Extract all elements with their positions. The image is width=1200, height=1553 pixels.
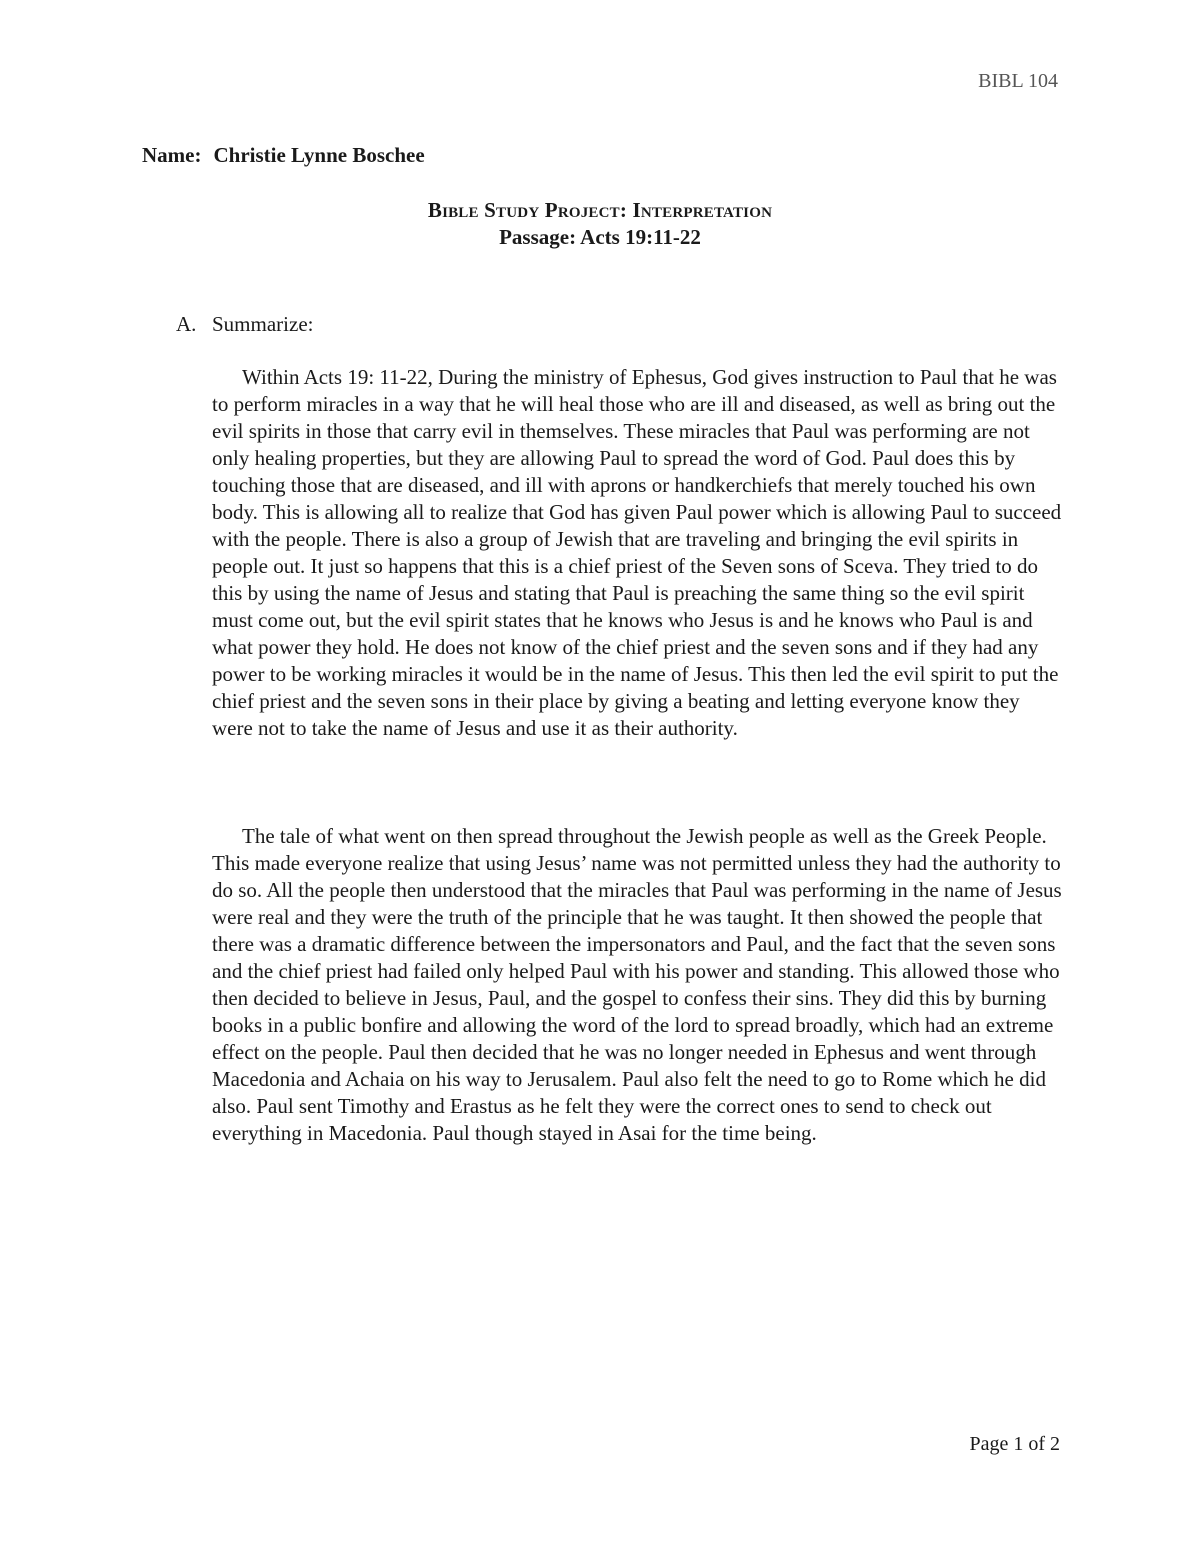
name-label: Name: — [142, 143, 202, 167]
student-name-line — [142, 143, 425, 168]
title-block — [0, 198, 1200, 250]
summary-paragraph-2: The tale of what went on then spread throughout the Jewish people as well as the Greek People. This made everyone realize that using Jesus’ name was not permitted unless they had the authority to do so. All the people then understood that the miracles that Paul was performing in the name of Jesus were real and they were the truth of the principle that he was taught. It then showed the people that there was a dramatic difference between the impersonators and Paul, and the fact that the seven sons and the chief priest had failed only helped Paul with his power and standing. This allowed those who then decided to believe in Jesus, Paul, and the gospel to confess their sins. They did this by burning books in a public bonfire and allowing the word of the lord to spread broadly, which had an extreme effect on the people. Paul then decided that he was no longer needed in Ephesus and went through Macedonia and Achaia on his way to Jerusalem. Paul also felt the need to go to Rome which he did also. Paul sent Timothy and Erastus as he felt they were the correct ones to send to check out everything in Macedonia. Paul though stayed in Asai for the time being. — [212, 824, 1062, 1145]
document-title: Bible Study Project: Interpretation — [427, 198, 773, 222]
section-letter: A. — [176, 312, 197, 336]
student-name: Christie Lynne Boschee — [213, 143, 425, 167]
page-indicator: Page 1 of 2 — [969, 1433, 1060, 1455]
passage-reference: Passage: Acts 19:11-22 — [499, 225, 701, 249]
section-title: Summarize: — [212, 312, 314, 336]
section-heading — [176, 312, 313, 337]
summary-paragraph-1: Within Acts 19: 11-22, During the ministry of Ephesus, God gives instruction to Paul that he was to perform miracles in a way that he will heal those who are ill and diseased, as well as bring out the evil spirits in those that carry evil in themselves. These miracles that Paul was performing are not only healing properties, but they are allowing Paul to spread the word of God. Paul does this by touching those that are diseased, and ill with aprons or handkerchiefs that merely touched his own body. This is allowing all to realize that God has given Paul power which is allowing Paul to succeed with the people. There is also a group of Jewish that are traveling and bringing the evil spirits in people out. It just so happens that this is a chief priest of the Seven sons of Sceva. They tried to do this by using the name of Jesus and stating that Paul is preaching the same thing so the evil spirit must come out, but the evil spirit states that he knows who Jesus is and he knows who Paul is and what power they hold. He does not know of the chief priest and the seven sons and if they had any power to be working miracles it would be in the name of Jesus. This then led the evil spirit to put the chief priest and the seven sons in their place by giving a beating and letting everyone know they were not to take the name of Jesus and use it as their authority. — [212, 365, 1062, 740]
course-code: BIBL 104 — [978, 70, 1058, 92]
